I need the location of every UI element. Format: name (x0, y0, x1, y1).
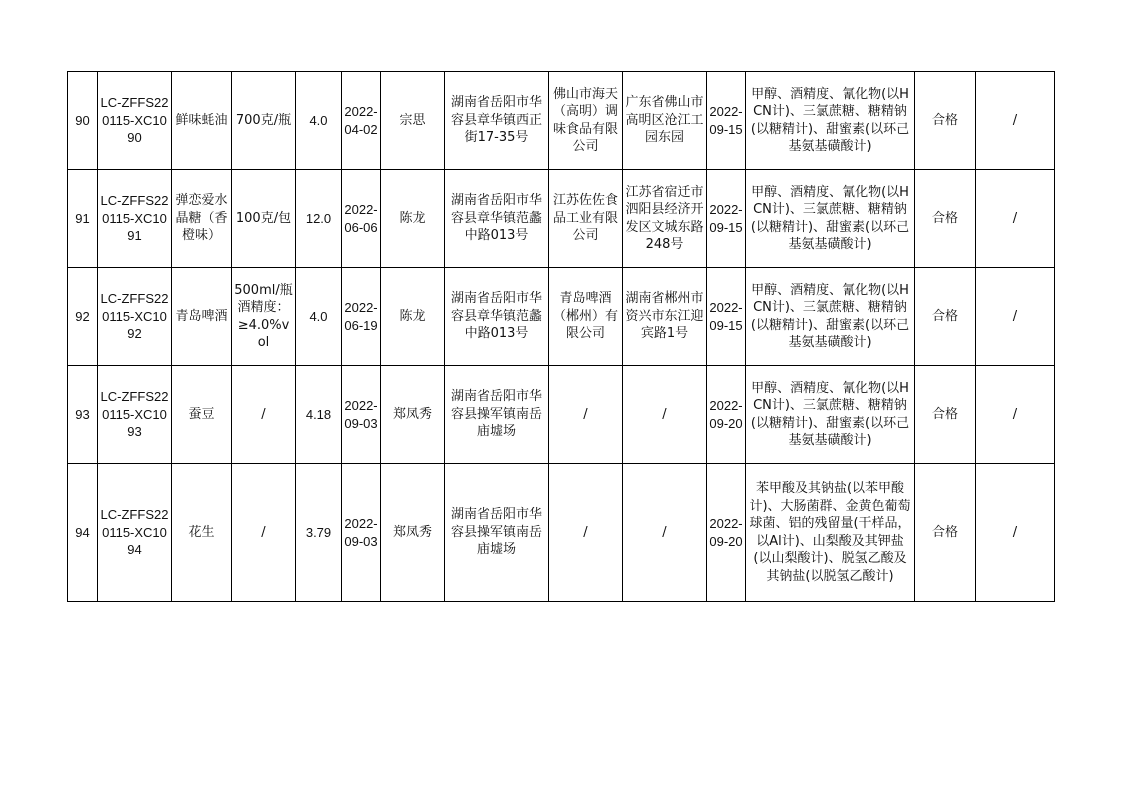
test-items: 甲醇、酒精度、氰化物(以HCN计)、三氯蔗糖、糖精钠(以糖精计)、甜蜜素(以环己基氨基磺酸计) (746, 268, 915, 366)
sample-spec: 700克/瓶 (232, 72, 296, 170)
row-number: 91 (68, 170, 98, 268)
sample-spec: / (232, 464, 296, 602)
sample-date: 2022-06-06 (342, 170, 381, 268)
row-number: 92 (68, 268, 98, 366)
inspection-table (67, 71, 1055, 602)
seller-name: 郑凤秀 (381, 366, 445, 464)
seller-name: 陈龙 (381, 268, 445, 366)
sample-date: 2022-09-03 (342, 366, 381, 464)
sample-date: 2022-09-03 (342, 464, 381, 602)
sample-code: LC-ZFFS220115-XC1090 (98, 72, 172, 170)
manufacturer-address: / (623, 366, 707, 464)
remark: / (976, 268, 1055, 366)
manufacturer-address: 广东省佛山市高明区沧江工园东园 (623, 72, 707, 170)
test-items: 甲醇、酒精度、氰化物(以HCN计)、三氯蔗糖、糖精钠(以糖精计)、甜蜜素(以环己基氨基磺酸计) (746, 366, 915, 464)
sample-name: 鲜味蚝油 (172, 72, 232, 170)
sample-price: 4.0 (296, 72, 342, 170)
manufacturer-address: / (623, 464, 707, 602)
seller-address: 湖南省岳阳市华容县章华镇范蠡中路013号 (445, 170, 549, 268)
manufacturer-address: 江苏省宿迁市泗阳县经济开发区文城东路248号 (623, 170, 707, 268)
manufacturer-name: 佛山市海天（高明）调味食品有限公司 (549, 72, 623, 170)
manufacturer-name: / (549, 366, 623, 464)
test-result: 合格 (915, 72, 976, 170)
test-date: 2022-09-20 (707, 366, 746, 464)
test-date: 2022-09-15 (707, 72, 746, 170)
seller-address: 湖南省岳阳市华容县操军镇南岳庙墟场 (445, 464, 549, 602)
sample-spec: / (232, 366, 296, 464)
seller-name: 宗思 (381, 72, 445, 170)
test-date: 2022-09-15 (707, 268, 746, 366)
test-date: 2022-09-20 (707, 464, 746, 602)
table-row (68, 170, 1055, 268)
manufacturer-name: / (549, 464, 623, 602)
remark: / (976, 170, 1055, 268)
table-row (68, 464, 1055, 602)
sample-name: 青岛啤酒 (172, 268, 232, 366)
test-items: 甲醇、酒精度、氰化物(以HCN计)、三氯蔗糖、糖精钠(以糖精计)、甜蜜素(以环己基氨基磺酸计) (746, 170, 915, 268)
row-number: 93 (68, 366, 98, 464)
test-result: 合格 (915, 464, 976, 602)
sample-price: 4.0 (296, 268, 342, 366)
seller-name: 陈龙 (381, 170, 445, 268)
sample-date: 2022-06-19 (342, 268, 381, 366)
remark: / (976, 464, 1055, 602)
sample-price: 4.18 (296, 366, 342, 464)
seller-address: 湖南省岳阳市华容县章华镇西正街17-35号 (445, 72, 549, 170)
sample-code: LC-ZFFS220115-XC1092 (98, 268, 172, 366)
sample-spec: 500ml/瓶 酒精度：≥4.0%vol (232, 268, 296, 366)
sample-price: 3.79 (296, 464, 342, 602)
manufacturer-address: 湖南省郴州市资兴市东江迎宾路1号 (623, 268, 707, 366)
test-date: 2022-09-15 (707, 170, 746, 268)
test-items: 苯甲酸及其钠盐(以苯甲酸计)、大肠菌群、金黄色葡萄球菌、铝的残留量(干样品，以Al计)、山梨酸及其钾盐(以山梨酸计)、脱氢乙酸及其钠盐(以脱氢乙酸计) (746, 464, 915, 602)
test-items: 甲醇、酒精度、氰化物(以HCN计)、三氯蔗糖、糖精钠(以糖精计)、甜蜜素(以环己基氨基磺酸计) (746, 72, 915, 170)
test-result: 合格 (915, 170, 976, 268)
seller-address: 湖南省岳阳市华容县操军镇南岳庙墟场 (445, 366, 549, 464)
sample-date: 2022-04-02 (342, 72, 381, 170)
sample-code: LC-ZFFS220115-XC1091 (98, 170, 172, 268)
seller-address: 湖南省岳阳市华容县章华镇范蠡中路013号 (445, 268, 549, 366)
sample-name: 花生 (172, 464, 232, 602)
manufacturer-name: 青岛啤酒（郴州）有限公司 (549, 268, 623, 366)
sample-name: 蚕豆 (172, 366, 232, 464)
row-number: 90 (68, 72, 98, 170)
sample-spec: 100克/包 (232, 170, 296, 268)
row-number: 94 (68, 464, 98, 602)
test-result: 合格 (915, 366, 976, 464)
manufacturer-name: 江苏佐佐食品工业有限公司 (549, 170, 623, 268)
sample-name: 弹恋爱水晶糖（香橙味） (172, 170, 232, 268)
sample-price: 12.0 (296, 170, 342, 268)
remark: / (976, 366, 1055, 464)
remark: / (976, 72, 1055, 170)
sample-code: LC-ZFFS220115-XC1094 (98, 464, 172, 602)
sample-code: LC-ZFFS220115-XC1093 (98, 366, 172, 464)
table-row (68, 366, 1055, 464)
table-row (68, 72, 1055, 170)
seller-name: 郑凤秀 (381, 464, 445, 602)
test-result: 合格 (915, 268, 976, 366)
table-row (68, 268, 1055, 366)
